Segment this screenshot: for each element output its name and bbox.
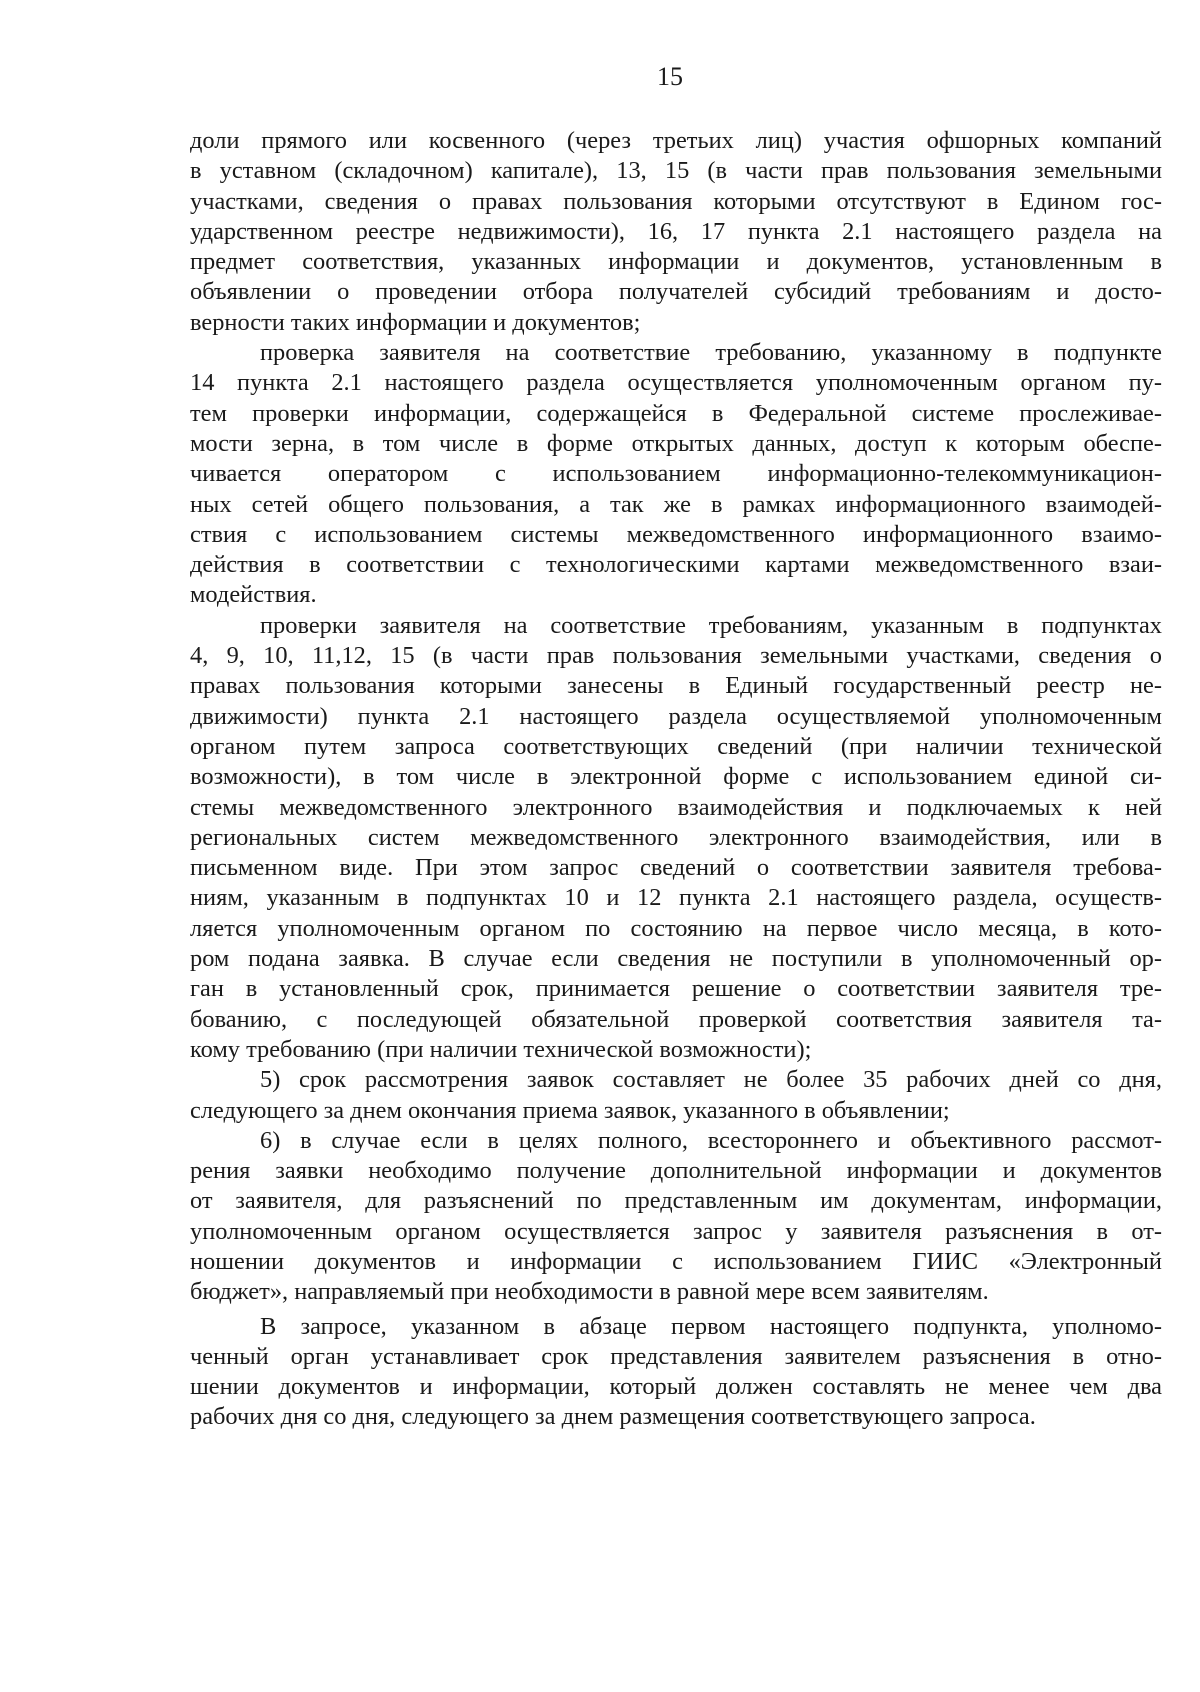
text-line: следующего за днем окончания приема заявок, указанного в объявлении; — [190, 1096, 950, 1124]
paragraph-4 — [190, 1065, 1162, 1126]
paragraph-2 — [190, 338, 1162, 611]
text-line: ром подана заявка. В случае если сведения не поступили в уполномоченный ор- — [190, 945, 1162, 973]
text-line: объявлении о проведении отбора получателей субсидий требованиям и досто- — [190, 278, 1162, 306]
text-line: рения заявки необходимо получение дополнительной информации и документов — [190, 1157, 1162, 1185]
text-line: в уставном (складочном) капитале), 13, 15 (в части прав пользования земельными — [190, 157, 1162, 185]
text-line: бюджет», направляемый при необходимости в равной мере всем заявителям. — [190, 1278, 989, 1306]
paragraph-5 — [190, 1126, 1162, 1308]
text-line: мости зерна, в том числе в форме открытых данных, доступ к которым обеспе- — [190, 429, 1162, 457]
text-line: региональных систем межведомственного электронного взаимодействия, или в — [190, 823, 1162, 851]
text-line: ных сетей общего пользования, а так же в рамках информационного взаимодей- — [190, 490, 1162, 518]
text-line: рабочих дня со дня, следующего за днем размещения соответствующего запроса. — [190, 1403, 1036, 1431]
text-line: ствия с использованием системы межведомственного информационного взаимо- — [190, 520, 1162, 548]
text-line: тем проверки информации, содержащейся в Федеральной системе прослеживае- — [190, 399, 1162, 427]
text-line: кому требованию (при наличии технической возможности); — [190, 1035, 812, 1063]
text-line: от заявителя, для разъяснений по представленным им документам, информации, — [190, 1187, 1162, 1215]
paragraph-1 — [190, 126, 1162, 338]
text-line: бованию, с последующей обязательной проверкой соответствия заявителя та- — [190, 1005, 1162, 1033]
text-line: письменном виде. При этом запрос сведений о соответствии заявителя требова- — [190, 854, 1162, 882]
text-line: стемы межведомственного электронного взаимодействия и подключаемых к ней — [190, 793, 1162, 821]
text-line: проверка заявителя на соответствие требованию, указанному в подпункте — [260, 339, 1162, 367]
paragraph-6 — [190, 1312, 1162, 1433]
text-line: 5) срок рассмотрения заявок составляет не более 35 рабочих дней со дня, — [260, 1066, 1162, 1094]
text-line: В запросе, указанном в абзаце первом настоящего подпункта, уполномо- — [260, 1312, 1162, 1340]
text-line: движимости) пункта 2.1 настоящего раздела осуществляемой уполномоченным — [190, 702, 1162, 730]
text-line: участками, сведения о правах пользования которыми отсутствуют в Едином гос- — [190, 187, 1162, 215]
text-line: чивается оператором с использованием информационно-телекоммуникацион- — [190, 460, 1162, 488]
text-line: шении документов и информации, который должен составлять не менее чем два — [190, 1373, 1162, 1401]
page-number: 15 — [657, 62, 683, 91]
text-line: действия в соответствии с технологическими картами межведомственного взаи- — [190, 551, 1162, 579]
text-line: органом путем запроса соответствующих сведений (при наличии технической — [190, 732, 1162, 760]
text-line: модействия. — [190, 581, 317, 609]
text-line: ган в установленный срок, принимается решение о соответствии заявителя тре- — [190, 975, 1162, 1003]
text-line: уполномоченным органом осуществляется запрос у заявителя разъяснения в от- — [190, 1217, 1162, 1245]
text-line: возможности), в том числе в электронной форме с использованием единой си- — [190, 763, 1162, 791]
text-line: ниям, указанным в подпунктах 10 и 12 пункта 2.1 настоящего раздела, осуществ- — [190, 884, 1162, 912]
text-line: предмет соответствия, указанных информации и документов, установленным в — [190, 248, 1162, 276]
document-body — [190, 126, 1162, 1433]
text-line: 6) в случае если в целях полного, всестороннего и объективного рассмот- — [260, 1126, 1162, 1154]
text-line: 14 пункта 2.1 настоящего раздела осуществляется уполномоченным органом пу- — [190, 369, 1162, 397]
text-line: ударственном реестре недвижимости), 16, 17 пункта 2.1 настоящего раздела на — [190, 217, 1162, 245]
paragraph-3 — [190, 611, 1162, 1065]
text-line: ляется уполномоченным органом по состоянию на первое число месяца, в кото- — [190, 914, 1162, 942]
text-line: 4, 9, 10, 11,12, 15 (в части прав пользования земельными участками, сведения о — [190, 642, 1162, 670]
text-line: ченный орган устанавливает срок представления заявителем разъяснения в отно- — [190, 1342, 1162, 1370]
text-line: верности таких информации и документов; — [190, 308, 641, 336]
text-line: доли прямого или косвенного (через третьих лиц) участия офшорных компаний — [190, 127, 1162, 154]
text-line: ношении документов и информации с использованием ГИИС «Электронный — [190, 1247, 1162, 1275]
text-line: проверки заявителя на соответствие требованиям, указанным в подпунктах — [260, 611, 1162, 639]
text-line: правах пользования которыми занесены в Единый государственный реестр не- — [190, 672, 1162, 700]
